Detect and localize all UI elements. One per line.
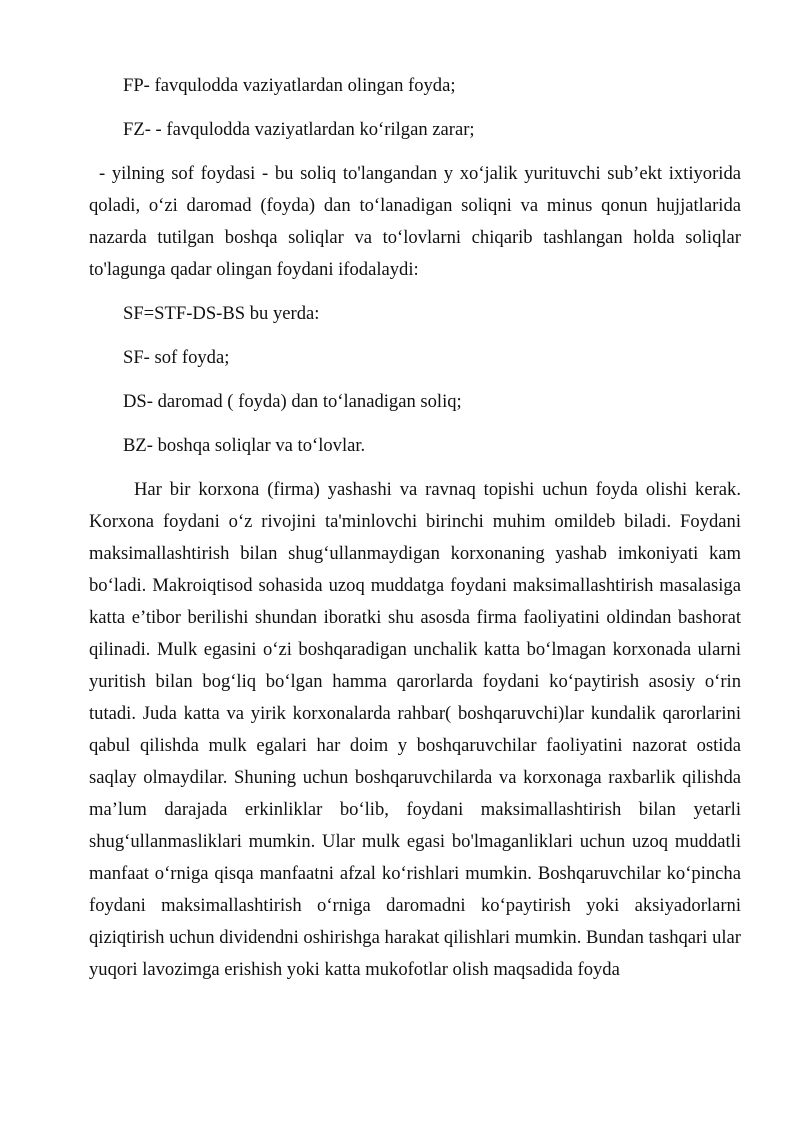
definition-line-fp: FP- favqulodda vaziyatlardan olingan foyda; xyxy=(123,75,456,96)
definition-line-sf: SF- sof foyda; xyxy=(123,347,230,368)
paragraph-net-profit: - yilning sof foydasi - bu soliq to'langandan y xo‘jalik yurituvchi sub’ekt ixtiyorida qoladi, o‘zi daromad (foyda) dan to‘lanadigan soliqni va minus qonun hujjatlarida nazarda tutilgan boshqa soliqlar va to‘lovlarni chiqarib tashlangan holda soliqlar to'lagunga qadar olingan foydani ifodalaydi: xyxy=(89,163,741,280)
definition-line-ds: DS- daromad ( foyda) dan to‘lanadigan soliq; xyxy=(123,391,462,412)
document-page xyxy=(89,70,741,998)
paragraph-profit-maximization: Har bir korxona (firma) yashashi va ravnaq topishi uchun foyda olishi kerak. Korxona foydani o‘z rivojini ta'minlovchi birinchi muhim omildeb biladi. Foydani maksimallashtirish bilan shug‘ullanmaydigan korxonaning yashab imkoniyati kam bo‘ladi. Makroiqtisod sohasida uzoq muddatga foydani maksimallashtirish masalasiga katta e’tibor berilishi shundan iboratki shu asosda firma faoliyatini oldindan bashorat qilinadi. Mulk egasini o‘zi boshqaradigan unchalik katta bo‘lmagan korxonada ularni yuritish bilan bog‘liq bo‘lgan hamma qarorlarda foydani ko‘paytirish asosiy o‘rin tutadi. Juda katta va yirik korxonalarda rahbar( boshqaruvchi)lar kundalik qarorlarini qabul qilishda mulk egalari har doim y boshqaruvchilar faoliyatini nazorat ostida saqlay olmaydilar. Shuning uchun boshqaruvchilarda va korxonaga raxbarlik qilishda ma’lum darajada erkinliklar bo‘lib, foydani maksimallashtirish bilan yetarli shug‘ullanmasliklari mumkin. Ular mulk egasi bo'lmaganliklari uchun uzoq muddatli manfaat o‘rniga qisqa manfaatni afzal ko‘rishlari mumkin. Boshqaruvchilar ko‘pincha foydani maksimallashtirish o‘rniga daromadni ko‘paytirish yoki aksiyadorlarni qiziqtirish uchun dividendni oshirishga harakat qilishlari mumkin. Bundan tashqari ular yuqori lavozimga erishish yoki katta mukofotlar olish maqsadida foyda xyxy=(89,479,741,980)
formula-line: SF=STF-DS-BS bu yerda: xyxy=(123,303,320,324)
definition-line-fz: FZ- - favqulodda vaziyatlardan ko‘rilgan zarar; xyxy=(123,119,475,140)
definition-line-bz: BZ- boshqa soliqlar va to‘lovlar. xyxy=(123,435,366,456)
